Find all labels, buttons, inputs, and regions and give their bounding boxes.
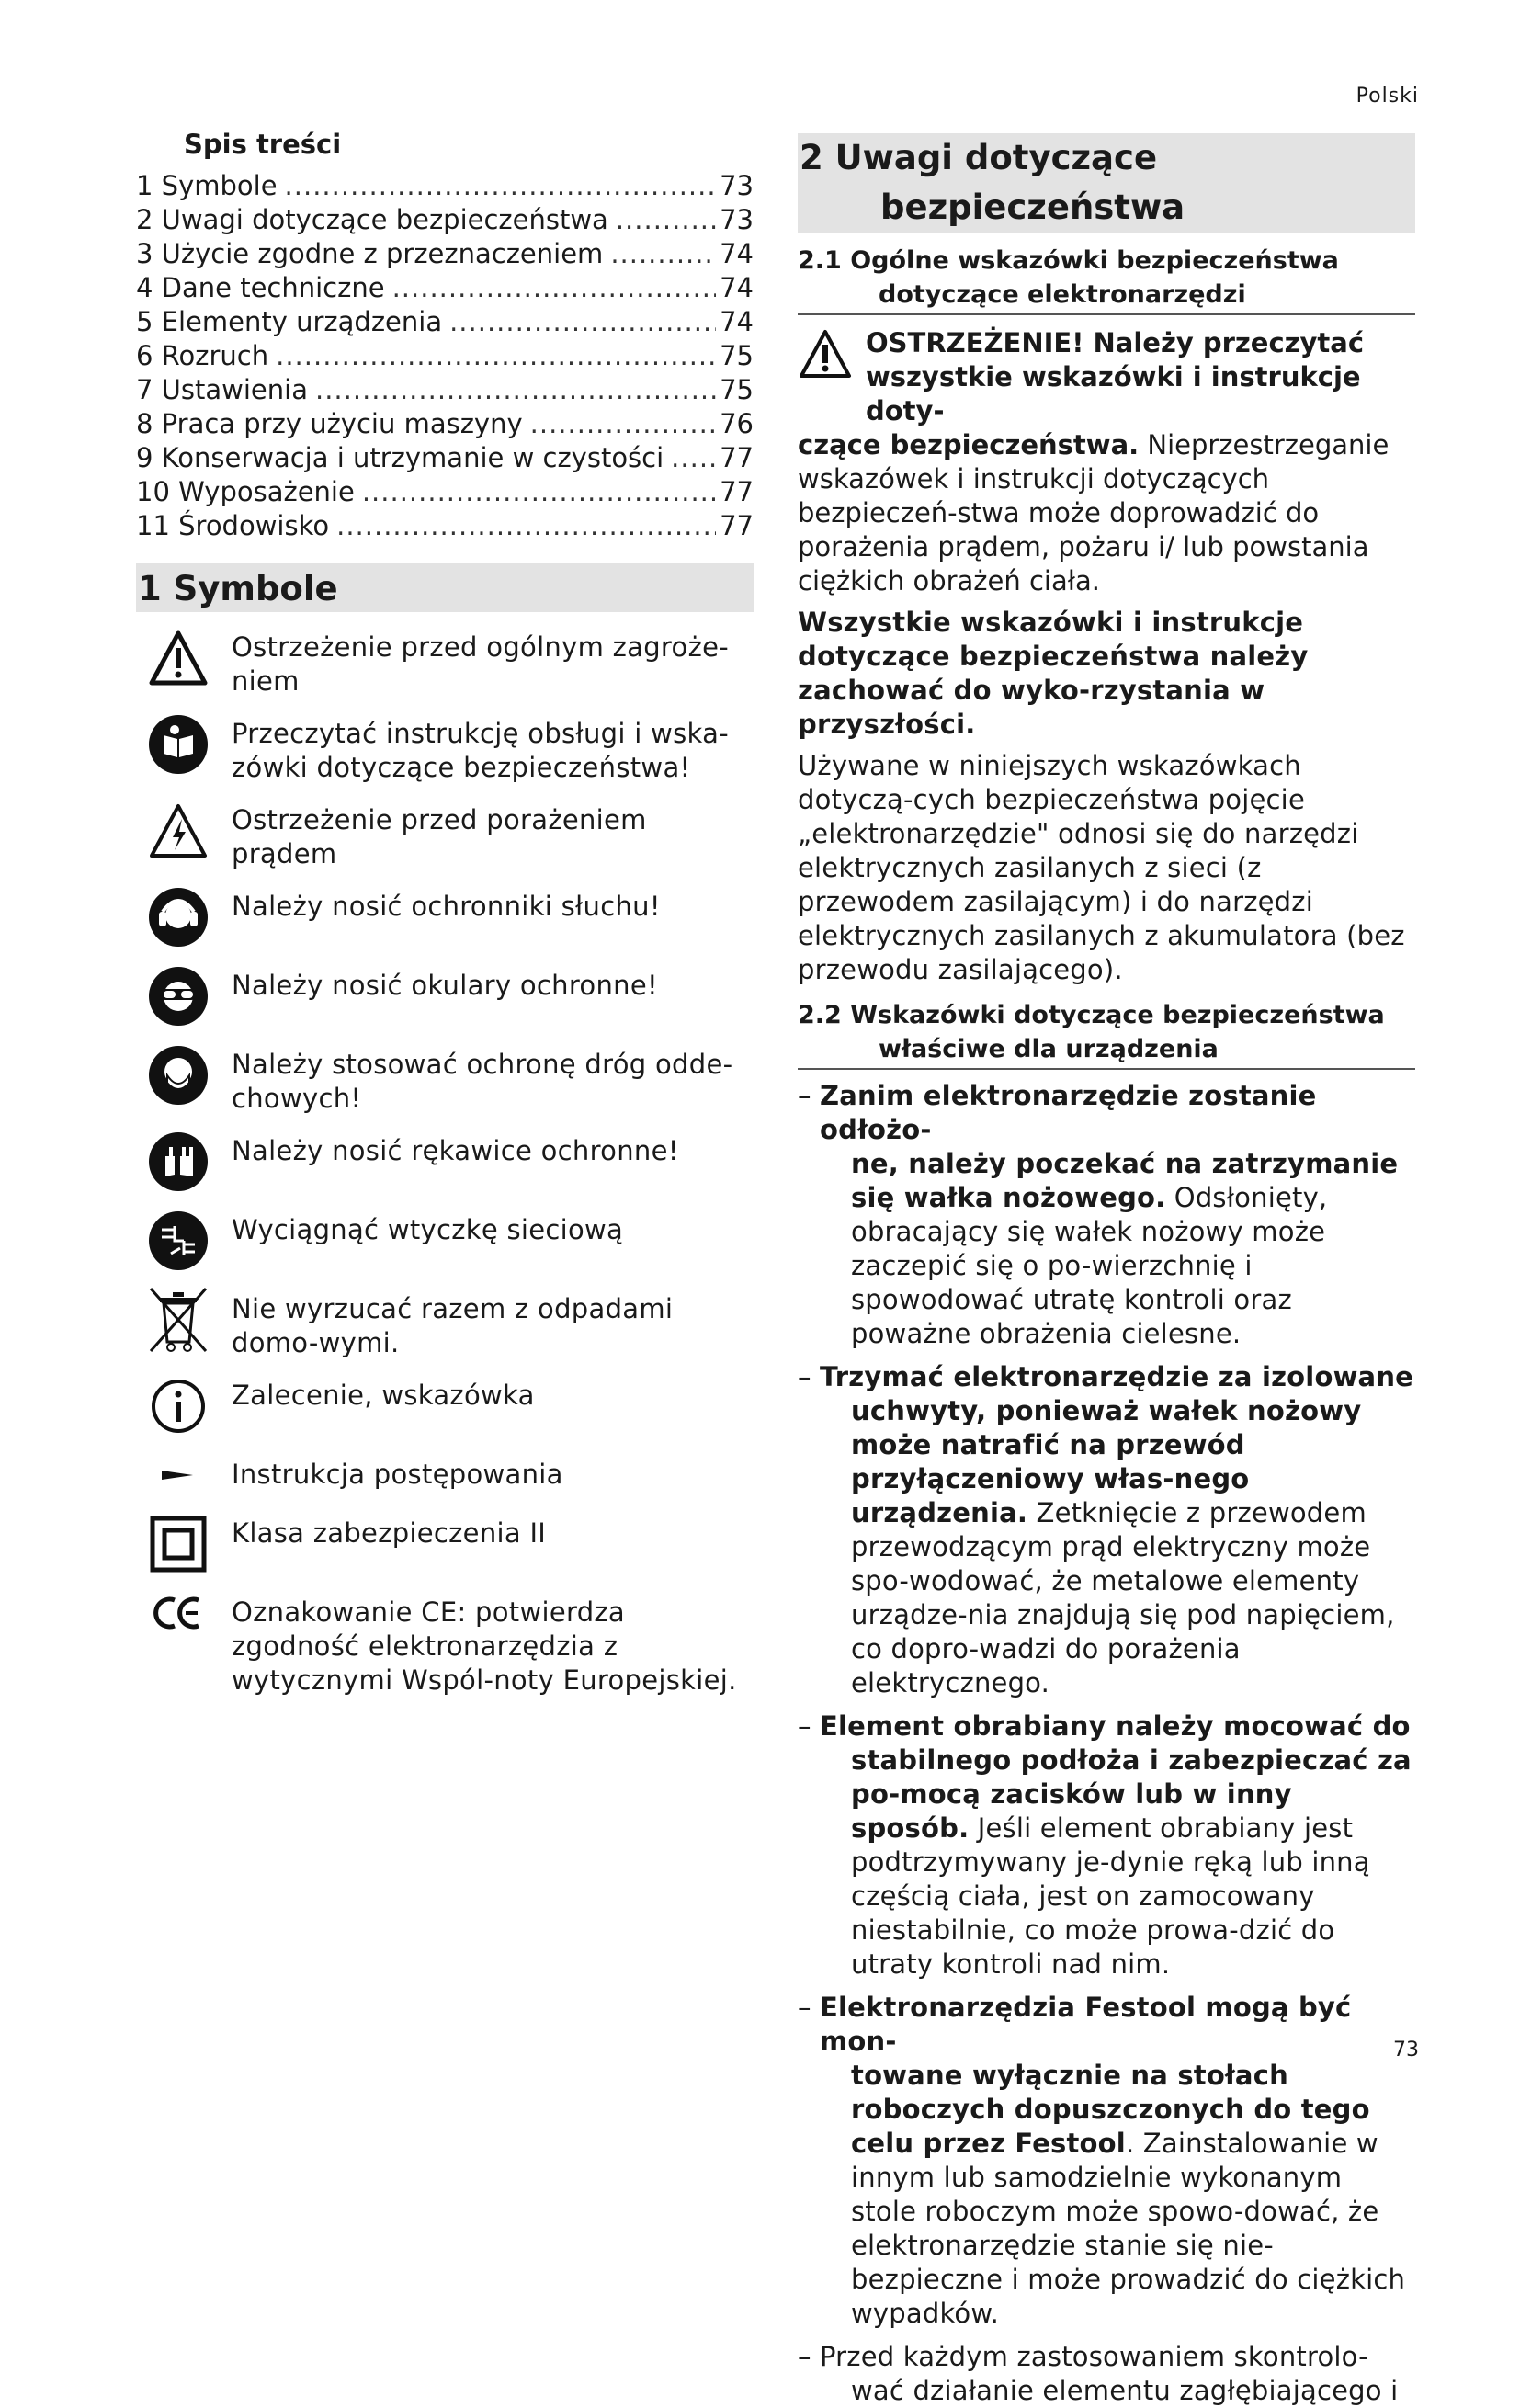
toc-leader-dots: [449, 305, 716, 339]
symbol-text: Należy nosić ochronniki słuchu!: [232, 891, 661, 922]
symbol-row: [136, 1042, 754, 1116]
toc-leader-dots: [362, 475, 716, 509]
safety-heading-line1: 2 Uwagi dotyczące: [800, 138, 1158, 177]
symbol-row: [136, 1373, 754, 1439]
toc-entry-label: 7 Ustawienia: [136, 374, 308, 405]
instruction-arrow-icon: [145, 1452, 211, 1498]
toc-entry: [136, 441, 754, 475]
list-dash: –: [798, 1710, 811, 1742]
list-dash: –: [798, 2341, 811, 2372]
toc-leader-dots: [392, 271, 717, 305]
symbol-row: [136, 884, 754, 950]
item-bold-first: Zanim elektronarzędzie zostanie odłożo-: [820, 1080, 1317, 1145]
toc-entry-page: 75: [720, 340, 754, 371]
toc-entry: [136, 169, 754, 203]
symbol-row: [136, 1452, 754, 1498]
toc-entry-page: 73: [720, 204, 754, 235]
toc-leader-dots: [276, 339, 716, 373]
warning-text-bold: OSTRZEŻENIE! Należy przeczytać: [866, 327, 1365, 358]
toc-leader-dots: [336, 509, 716, 543]
unplug-icon: [145, 1208, 211, 1274]
toc-entry: [136, 509, 754, 543]
toc-entry: [136, 203, 754, 237]
symbol-text: Instrukcja postępowania: [232, 1459, 563, 1490]
symbol-row: [136, 625, 754, 699]
item-text: Zetknięcie z przewodem przewodzącym prąd elektryczny może spo-wodować, że metalowe elementy urządze-nia znajdują się pod napięciem, co dopro-wadzi do porażenia elektrycznego.: [851, 1497, 1395, 1698]
toc-entry: [136, 305, 754, 339]
toc-entry-page: 74: [720, 238, 754, 269]
left-column: [136, 129, 754, 1698]
toc-entry-label: 2 Uwagi dotyczące bezpieczeństwa: [136, 204, 608, 235]
toc-leader-dots: [671, 441, 716, 475]
warning-text: Nieprzestrzeganie wskazówek i instrukcji dotyczących bezpieczeń-stwa może doprowadzić do porażenia prądem, pożaru i/ lub powstania ciężkich obrażeń ciała.: [798, 429, 1390, 596]
item-bold-first: Elektronarzędzia Festool mogą być mon-: [820, 1992, 1352, 2057]
toc-entry-label: 9 Konserwacja i utrzymanie w czystości: [136, 442, 664, 473]
device-safety-subheading: [798, 998, 1415, 1070]
ce-mark-icon: [145, 1590, 211, 1636]
symbol-text: Klasa zabezpieczenia II: [232, 1517, 547, 1549]
symbol-row: [136, 1287, 754, 1360]
toc-entry: [136, 271, 754, 305]
table-of-contents: [136, 169, 754, 543]
toc-entry: [136, 237, 754, 271]
warning-triangle-icon: [145, 625, 211, 691]
toc-entry-page: 74: [720, 306, 754, 337]
toc-entry: [136, 373, 754, 407]
safety-goggles-icon: [145, 963, 211, 1029]
item-text: wać działanie elementu zagłębiającego i: [851, 2375, 1399, 2406]
list-item: [798, 1360, 1415, 1700]
toc-entry: [136, 475, 754, 509]
symbol-row: [136, 963, 754, 1029]
toc-leader-dots: [285, 169, 717, 203]
subheading-line1: 2.1 Ogólne wskazówki bezpieczeństwa: [798, 246, 1339, 275]
item-text: Odsłonięty, obracający się wałek nożowy może zaczepić się o po-wierzchnię i spowodować utratę kontroli oraz poważne obrażenia cielesne.: [851, 1182, 1328, 1349]
symbol-text: Ostrzeżenie przed ogólnym zagroże-niem: [232, 631, 729, 697]
toc-entry-label: 4 Dane techniczne: [136, 272, 385, 303]
toc-leader-dots: [610, 237, 716, 271]
toc-entry-page: 77: [720, 510, 754, 541]
symbol-text: Przeczytać instrukcję obsługi i wska-zówki dotyczące bezpieczeństwa!: [232, 718, 729, 783]
toc-leader-dots: [315, 373, 716, 407]
symbol-text: Oznakowanie CE: potwierdza zgodność elektronarzędzia z wytycznymi Wspól-noty Europejskiej.: [232, 1596, 737, 1696]
toc-entry-label: 5 Elementy urządzenia: [136, 306, 443, 337]
right-column: [798, 133, 1415, 2408]
subheading-line2: dotyczące elektronarzędzi: [879, 280, 1246, 309]
symbol-text: Należy nosić rękawice ochronne!: [232, 1135, 679, 1166]
safety-items-list: [798, 1079, 1415, 2408]
symbol-row: [136, 1511, 754, 1577]
item-bold-rest: towane wyłącznie na stołach roboczych dopuszczonych do tego celu przez Festool: [851, 2060, 1370, 2159]
toc-entry-page: 74: [720, 272, 754, 303]
item-bold-rest: stabilnego podłoża i zabezpieczać za po-mocą zacisków lub w inny sposób.: [851, 1744, 1412, 1844]
toc-entry-label: 10 Wyposażenie: [136, 476, 355, 507]
symbol-text: Zalecenie, wskazówka: [232, 1380, 535, 1411]
toc-entry: [136, 407, 754, 441]
symbol-row: [136, 798, 754, 871]
toc-entry-page: 73: [720, 170, 754, 201]
toc-entry-label: 1 Symbole: [136, 170, 278, 201]
list-dash: –: [798, 1992, 811, 2023]
warning-text-bold: czące bezpieczeństwa.: [798, 429, 1140, 460]
symbol-row: [136, 1129, 754, 1195]
toc-leader-dots: [530, 407, 716, 441]
symbol-text: Nie wyrzucać razem z odpadami domo-wymi.: [232, 1293, 674, 1358]
symbol-text: Ostrzeżenie przed porażeniem prądem: [232, 804, 647, 869]
toc-leader-dots: [616, 203, 716, 237]
respirator-icon: [145, 1042, 211, 1108]
general-safety-subheading: [798, 244, 1415, 315]
symbol-row: [136, 1590, 754, 1698]
subheading-line2: właściwe dla urządzenia: [879, 1035, 1219, 1063]
toc-entry-label: 11 Środowisko: [136, 510, 330, 541]
item-text-first: Przed każdym zastosowaniem skontrolo-: [820, 2341, 1368, 2372]
toc-entry: [136, 339, 754, 373]
list-dash: –: [798, 1361, 811, 1392]
list-dash: –: [798, 1080, 811, 1111]
warning-triangle-icon: [798, 328, 853, 383]
toc-entry-page: 75: [720, 374, 754, 405]
item-bold-rest: uchwyty, ponieważ wałek nożowy może natrafić na przewód przyłączeniowy włas-nego urządzenia.: [851, 1395, 1362, 1528]
symbol-text: Należy stosować ochronę dróg odde-chowych!: [232, 1049, 733, 1114]
definition-text: Używane w niniejszych wskazówkach dotyczą-cych bezpieczeństwa pojęcie „elektronarzędzie" odnosi się do narzędzi elektrycznych zasilanych z sieci (z przewodem zasilającym) i do narzędzi elektrycznych zasilanych z akumulatora (bez przewodu zasilającego).: [798, 750, 1405, 985]
warning-text-bold: wszystkie wskazówki i instrukcje doty-: [866, 361, 1361, 426]
list-item: [798, 1079, 1415, 1351]
symbol-row: [136, 711, 754, 785]
symbols-heading: 1 Symbole: [136, 563, 754, 612]
gloves-icon: [145, 1129, 211, 1195]
list-item: [798, 2340, 1415, 2408]
item-text: . Zainstalowanie w innym lub samodzielnie wykonanym stole roboczym może spowo-dować, że elektronarzędzie stanie się nie-bezpieczne i może prowadzić do ciężkich wypadków.: [851, 2128, 1406, 2329]
safety-heading-line2: bezpieczeństwa: [880, 187, 1185, 227]
toc-entry-page: 77: [720, 442, 754, 473]
toc-entry-page: 77: [720, 476, 754, 507]
warning-heading-text: [866, 326, 1415, 428]
toc-entry-label: 6 Rozruch: [136, 340, 269, 371]
subheading-line1: 2.2 Wskazówki dotyczące bezpieczeństwa: [798, 1001, 1385, 1029]
crossed-bin-icon: [145, 1287, 211, 1353]
toc-entry-page: 76: [720, 408, 754, 439]
page-language-label: Polski: [1356, 85, 1419, 108]
ear-protection-icon: [145, 884, 211, 950]
safety-heading: [798, 133, 1415, 233]
symbol-row: [136, 1208, 754, 1274]
info-icon: [145, 1373, 211, 1439]
symbol-text: Wyciągnąć wtyczkę sieciową: [232, 1214, 624, 1245]
warning-body: [798, 428, 1415, 598]
toc-entry-label: 3 Użycie zgodne z przeznaczeniem: [136, 238, 604, 269]
item-bold-first: Element obrabiany należy mocować do: [820, 1710, 1411, 1742]
warning-heading: [798, 326, 1415, 428]
protection-class-ii-icon: [145, 1511, 211, 1577]
item-bold-first: Trzymać elektronarzędzie za izolowane: [820, 1361, 1414, 1392]
item-bold-rest: ne, należy poczekać na zatrzymanie się wałka nożowego.: [851, 1148, 1399, 1213]
symbols-list: [136, 625, 754, 1698]
item-text: Jeśli element obrabiany jest podtrzymywany je-dynie ręką lub inną częścią ciała, jest on zamocowany niestabilnie, co może prowa-dzić do utraty kontroli nad nim.: [851, 1812, 1370, 1980]
electric-shock-icon: [145, 798, 211, 864]
toc-title: Spis treści: [184, 129, 342, 160]
warning-block: [798, 326, 1415, 598]
read-manual-icon: [145, 711, 211, 778]
list-item: [798, 1709, 1415, 1982]
toc-entry-label: 8 Praca przy użyciu maszyny: [136, 408, 523, 439]
list-item: [798, 1991, 1415, 2331]
symbol-text: Należy nosić okulary ochronne!: [232, 970, 658, 1001]
page-number: 73: [1393, 2039, 1419, 2062]
keep-instructions-text: Wszystkie wskazówki i instrukcje dotyczące bezpieczeństwa należy zachować do wyko-rzystania w przyszłości.: [798, 607, 1309, 740]
